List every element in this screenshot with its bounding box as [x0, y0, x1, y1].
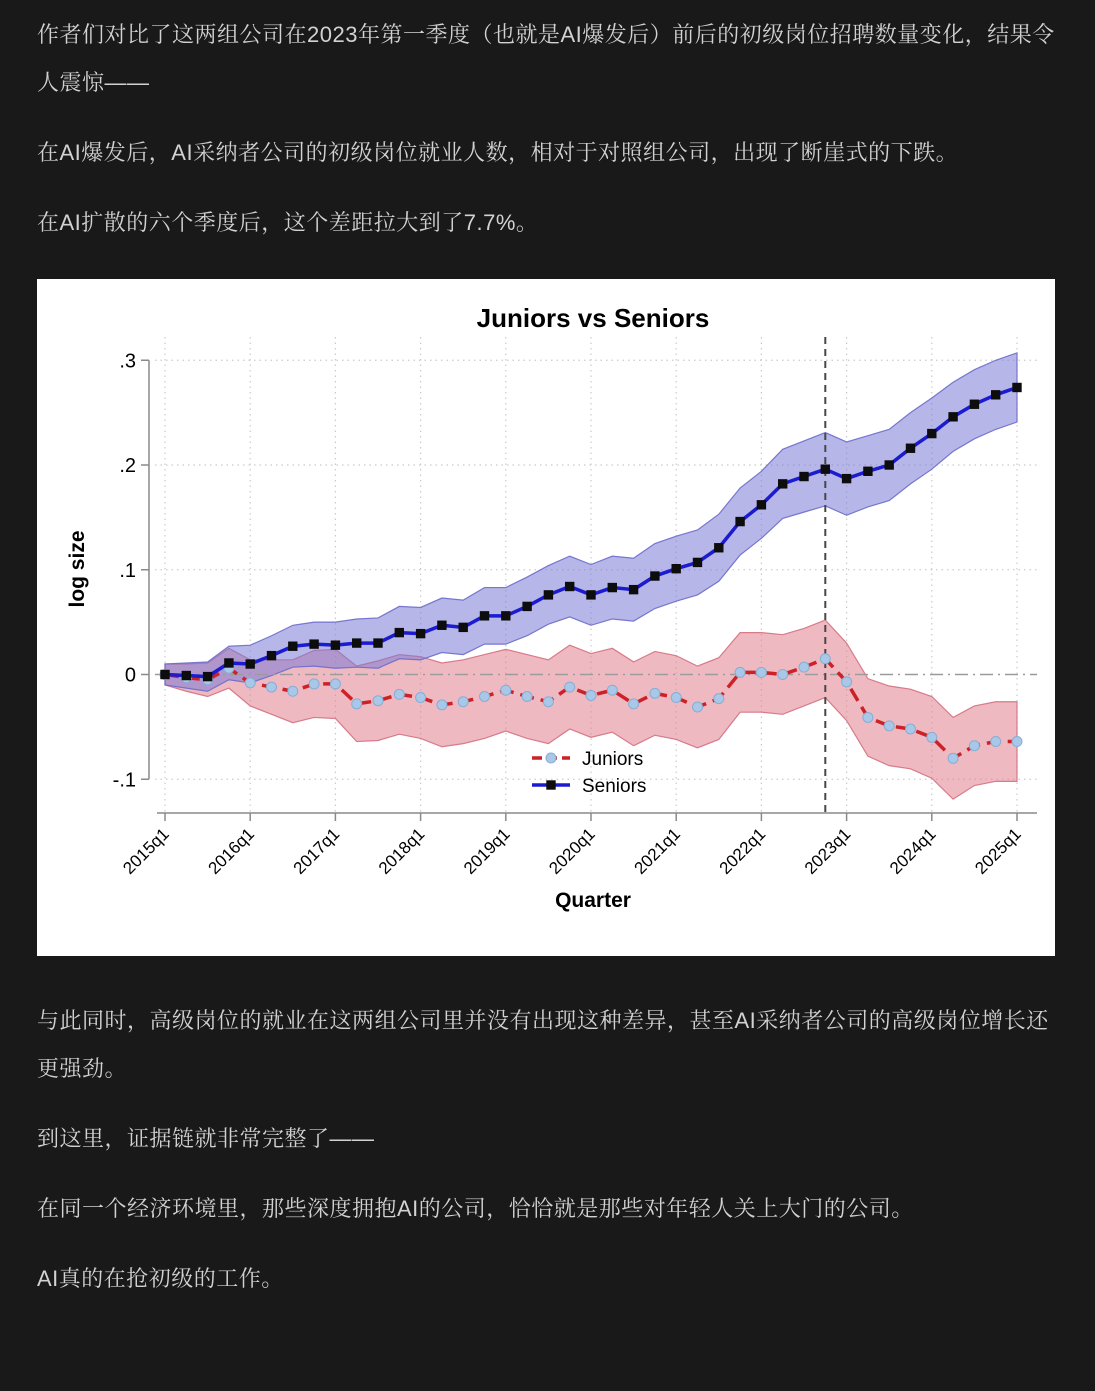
- seniors-marker: [182, 671, 190, 679]
- seniors-marker: [928, 429, 936, 437]
- seniors-marker: [842, 474, 850, 482]
- seniors-marker: [161, 670, 169, 678]
- x-tick-label: 2020q1: [545, 824, 599, 878]
- seniors-marker: [779, 480, 787, 488]
- juniors-marker: [267, 682, 277, 692]
- juniors-marker: [394, 689, 404, 699]
- seniors-marker: [821, 465, 829, 473]
- seniors-marker: [1013, 383, 1021, 391]
- y-axis-title: log size: [66, 530, 89, 608]
- seniors-marker: [523, 602, 531, 610]
- paragraph-intro: 作者们对比了这两组公司在2023年第一季度（也就是AI爆发后）前后的初级岗位招聘数量变化，结果令人震惊——: [37, 22, 1055, 95]
- seniors-marker: [949, 413, 957, 421]
- seniors-marker: [970, 400, 978, 408]
- juniors-marker: [586, 690, 596, 700]
- seniors-marker: [693, 558, 701, 566]
- chart-title: Juniors vs Seniors: [476, 303, 710, 333]
- y-tick-label: .3: [119, 350, 136, 373]
- x-tick-label: 2019q1: [460, 824, 514, 878]
- seniors-marker: [736, 517, 744, 525]
- juniors-marker: [693, 702, 703, 712]
- juniors-vs-seniors-chart: [37, 279, 1055, 956]
- seniors-marker: [225, 659, 233, 667]
- seniors-marker: [757, 501, 765, 509]
- juniors-marker: [714, 694, 724, 704]
- y-tick-label: .1: [119, 559, 136, 582]
- juniors-marker: [309, 679, 319, 689]
- legend-key-marker: [546, 753, 556, 763]
- legend-label: Juniors: [582, 749, 644, 770]
- seniors-marker: [395, 628, 403, 636]
- paragraph-doors: 在同一个经济环境里，那些深度拥抱AI的公司，恰恰就是那些对年轻人关上大门的公司。: [37, 1196, 914, 1221]
- seniors-marker: [566, 582, 574, 590]
- paragraph-conclusion: AI真的在抢初级的工作。: [37, 1266, 284, 1291]
- legend-label: Seniors: [582, 776, 647, 797]
- seniors-marker: [331, 641, 339, 649]
- juniors-marker: [480, 691, 490, 701]
- seniors-marker: [267, 651, 275, 659]
- seniors-marker: [416, 629, 424, 637]
- chart-figure: [37, 279, 1055, 956]
- juniors-marker: [799, 662, 809, 672]
- seniors-marker: [310, 640, 318, 648]
- x-tick-label: 2018q1: [374, 824, 429, 878]
- seniors-marker: [992, 391, 1000, 399]
- juniors-marker: [245, 678, 255, 688]
- paragraph-evidence: 到这里，证据链就非常完整了——: [37, 1126, 375, 1151]
- juniors-marker: [969, 741, 979, 751]
- x-tick-label: 2017q1: [289, 824, 344, 878]
- seniors-marker: [544, 591, 552, 599]
- juniors-marker: [522, 691, 532, 701]
- seniors-marker: [480, 612, 488, 620]
- juniors-marker: [927, 732, 937, 742]
- juniors-marker: [629, 699, 639, 709]
- juniors-marker: [820, 654, 830, 664]
- seniors-marker: [438, 621, 446, 629]
- x-tick-label: 2022q1: [715, 824, 770, 878]
- juniors-marker: [352, 699, 362, 709]
- juniors-marker: [756, 667, 766, 677]
- juniors-marker: [1012, 737, 1022, 747]
- x-tick-label: 2015q1: [119, 824, 173, 878]
- juniors-marker: [607, 685, 617, 695]
- juniors-marker: [437, 700, 447, 710]
- legend-key-marker: [547, 781, 555, 789]
- x-tick-label: 2021q1: [630, 824, 685, 878]
- juniors-marker: [735, 667, 745, 677]
- juniors-marker: [288, 686, 298, 696]
- seniors-marker: [651, 572, 659, 580]
- seniors-marker: [608, 583, 616, 591]
- seniors-marker: [587, 591, 595, 599]
- paragraph-seniors: 与此同时，高级岗位的就业在这两组公司里并没有出现这种差异，甚至AI采纳者公司的高级岗位增长还更强劲。: [37, 1008, 1049, 1081]
- seniors-marker: [353, 639, 361, 647]
- seniors-marker: [374, 639, 382, 647]
- seniors-marker: [246, 660, 254, 668]
- y-tick-label: -.1: [112, 769, 136, 792]
- seniors-marker: [906, 444, 914, 452]
- juniors-marker: [650, 688, 660, 698]
- juniors-marker: [778, 670, 788, 680]
- seniors-marker: [629, 585, 637, 593]
- seniors-marker: [289, 642, 297, 650]
- x-tick-label: 2025q1: [971, 824, 1025, 878]
- seniors-marker: [502, 612, 510, 620]
- juniors-marker: [906, 724, 916, 734]
- juniors-marker: [416, 693, 426, 703]
- juniors-marker: [991, 737, 1001, 747]
- seniors-marker: [715, 544, 723, 552]
- juniors-marker: [884, 721, 894, 731]
- juniors-marker: [863, 712, 873, 722]
- juniors-marker: [948, 753, 958, 763]
- juniors-marker: [501, 685, 511, 695]
- juniors-marker: [842, 677, 852, 687]
- seniors-marker: [885, 461, 893, 469]
- juniors-marker: [543, 697, 553, 707]
- juniors-marker: [458, 697, 468, 707]
- x-tick-label: 2016q1: [204, 824, 259, 878]
- y-tick-label: .2: [119, 455, 136, 477]
- juniors-marker: [671, 693, 681, 703]
- seniors-marker: [459, 623, 467, 631]
- paragraph-gap: 在AI扩散的六个季度后，这个差距拉大到了7.7%。: [37, 210, 539, 235]
- juniors-marker: [565, 682, 575, 692]
- paragraph-drop: 在AI爆发后，AI采纳者公司的初级岗位就业人数，相对于对照组公司，出现了断崖式的下跌。: [37, 140, 959, 165]
- seniors-marker: [672, 565, 680, 573]
- x-axis-title: Quarter: [555, 889, 631, 912]
- seniors-marker: [203, 672, 211, 680]
- seniors-marker: [800, 472, 808, 480]
- juniors-marker: [330, 679, 340, 689]
- y-tick-label: 0: [124, 664, 136, 687]
- seniors-marker: [864, 467, 872, 475]
- juniors-marker: [373, 696, 383, 706]
- x-tick-label: 2024q1: [886, 824, 940, 878]
- x-tick-label: 2023q1: [800, 824, 855, 878]
